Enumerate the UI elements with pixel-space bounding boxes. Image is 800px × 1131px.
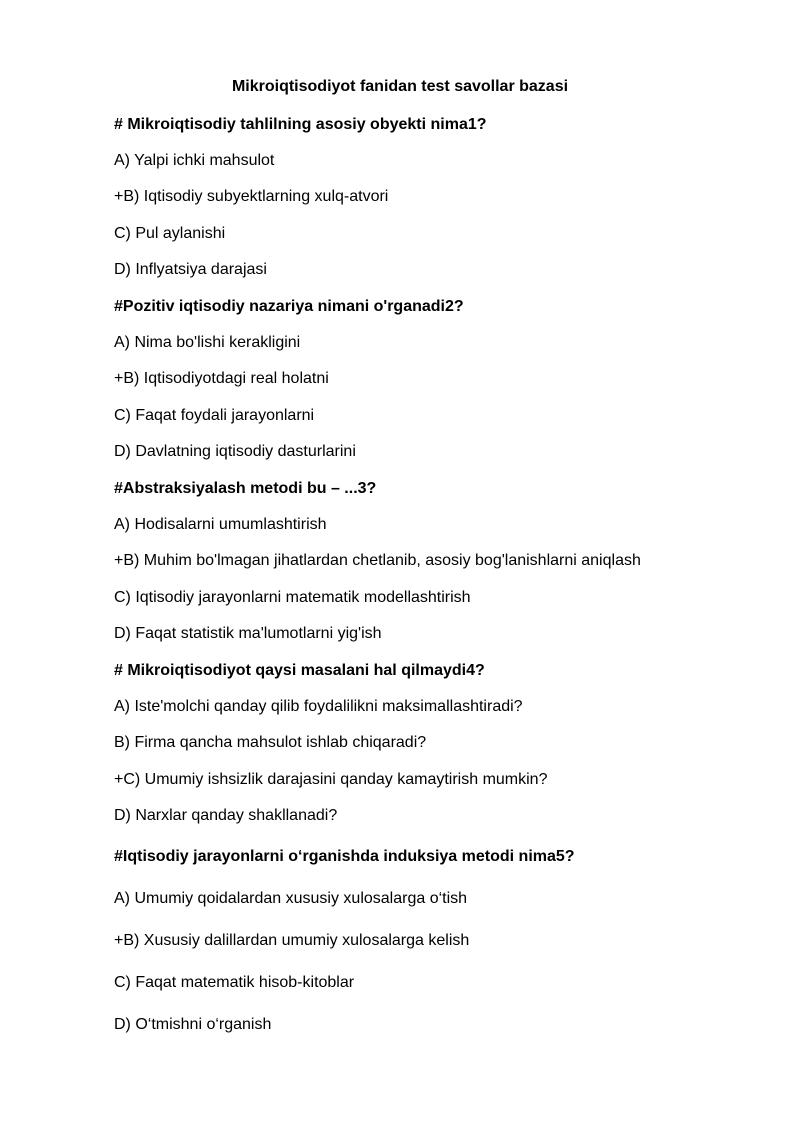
question-1-option-d: D) Inflyatsiya darajasi: [114, 261, 267, 278]
question-2-option-d: D) Davlatning iqtisodiy dasturlarini: [114, 443, 356, 460]
question-4-option-c: +C) Umumiy ishsizlik darajasini qanday kamaytirish mumkin?: [114, 771, 548, 788]
question-5: #Iqtisodiy jarayonlarni o‘rganishda induksiya metodi nima5?: [114, 848, 575, 865]
question-2: #Pozitiv iqtisodiy nazariya nimani o'rganadi2?: [114, 298, 464, 315]
question-5-option-b: +B) Xususiy dalillardan umumiy xulosalarga kelish: [114, 932, 470, 949]
question-3-option-d: D) Faqat statistik ma'lumotlarni yig'ish: [114, 625, 382, 642]
document-title: Mikroiqtisodiyot fanidan test savollar bazasi: [231, 78, 569, 95]
question-3-option-b: +B) Muhim bo'lmagan jihatlardan chetlanib, asosiy bog'lanishlarni aniqlash: [114, 552, 641, 569]
question-3-option-a: A) Hodisalarni umumlashtirish: [114, 516, 327, 533]
question-4-option-a: A) Iste'molchi qanday qilib foydalilikni maksimallashtiradi?: [114, 698, 523, 715]
question-1-option-c: C) Pul aylanishi: [114, 225, 226, 242]
question-3: #Abstraksiyalash metodi bu – ...3?: [114, 480, 377, 497]
question-4-option-d: D) Narxlar qanday shakllanadi?: [114, 807, 338, 824]
question-2-option-a: A) Nima bo'lishi kerakligini: [114, 334, 301, 351]
question-5-option-c: C) Faqat matematik hisob-kitoblar: [114, 974, 355, 991]
question-3-option-c: C) Iqtisodiy jarayonlarni matematik modellashtirish: [114, 589, 471, 606]
question-4: # Mikroiqtisodiyot qaysi masalani hal qilmaydi4?: [114, 662, 485, 679]
question-1-option-b: +B) Iqtisodiy subyektlarning xulq-atvori: [114, 188, 389, 205]
question-2-option-c: C) Faqat foydali jarayonlarni: [114, 407, 315, 424]
question-5-option-a: A) Umumiy qoidalardan xususiy xulosalarga o‘tish: [114, 890, 468, 907]
question-2-option-b: +B) Iqtisodiyotdagi real holatni: [114, 370, 329, 387]
question-1-option-a: A) Yalpi ichki mahsulot: [114, 152, 275, 169]
question-1: # Mikroiqtisodiy tahlilning asosiy obyekti nima1?: [114, 116, 487, 133]
question-4-option-b: B) Firma qancha mahsulot ishlab chiqaradi?: [114, 734, 427, 751]
question-5-option-d: D) O‘tmishni o‘rganish: [114, 1016, 272, 1033]
